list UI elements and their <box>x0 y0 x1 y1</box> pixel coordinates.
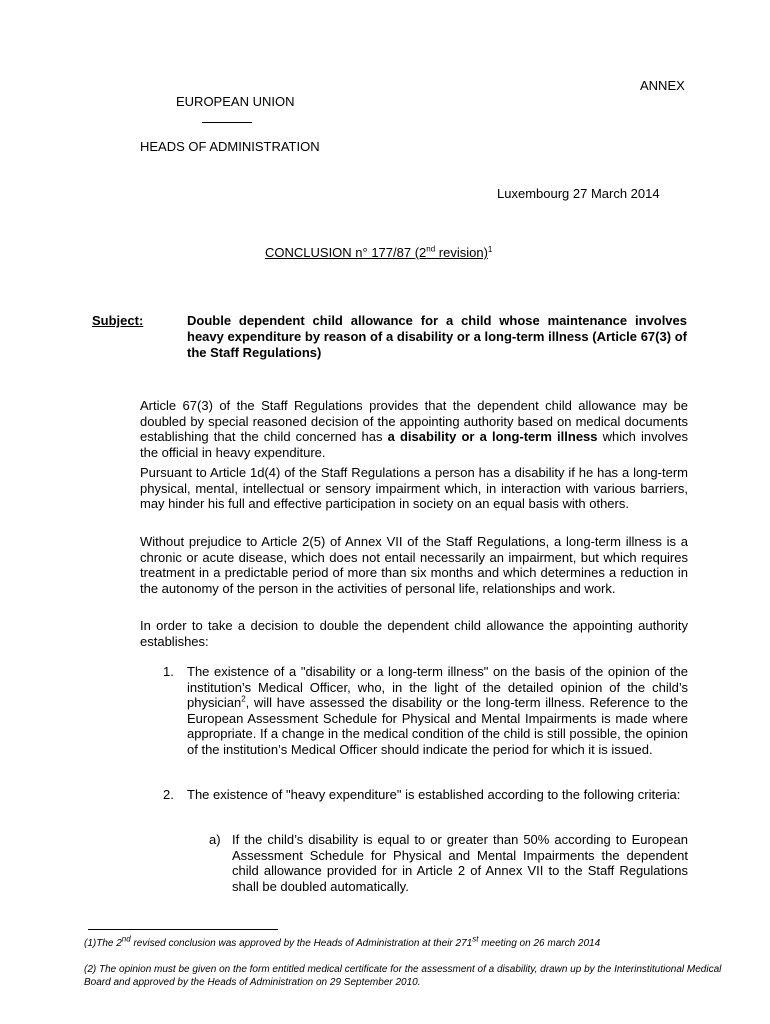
conclusion-title: CONCLUSION n° 177/87 (2nd revision)$^1$ <box>265 244 493 260</box>
conclusion-prefix: CONCLUSION n° 177/87 (2 <box>265 245 427 260</box>
subject-label-text: Subject <box>92 313 139 328</box>
list-item-2-number: 2. <box>163 787 174 802</box>
list-item-1 <box>187 664 688 757</box>
paragraph-2: Pursuant to Article 1d(4) of the Staff Regulations a person has a disability if he has a long-term physical, mental, intellectual or sensory impairment which, in interaction with various barriers, may hinder his full and effective participation in society on an equal basis with others. <box>140 465 688 511</box>
footnote-2: (2) The opinion must be given on the form entitled medical certificate for the assessment of a disability, drawn up by the Interinstitutional Medical Board and approved by the Heads of Administration on 29 September 2010. <box>84 964 722 988</box>
paragraph-1-text-c: which involves the official in heavy expenditure. <box>140 429 688 460</box>
header-divider <box>202 122 252 123</box>
annex-label: ANNEX <box>640 78 685 93</box>
subject-label <box>92 313 143 328</box>
sub-item-a-label: a) <box>209 832 221 847</box>
list-item-2: The existence of "heavy expenditure" is established according to the following criteria: <box>187 787 681 802</box>
list-item-1-text-a: The existence of a "disability or a long-term illness" on the basis of the opinion of the institution’s Medical Officer, who, in the light of the detailed opinion of the child’s physician <box>187 664 688 710</box>
conclusion-ordinal: nd <box>426 244 436 254</box>
footnote-ref-2: 2 <box>241 694 246 704</box>
subject-text: Double dependent child allowance for a child whose maintenance involves heavy expenditure by reason of a disability or a long-term illness (Article 67(3) of the Staff Regulations) <box>187 313 687 360</box>
conclusion-suffix: revision) <box>435 245 488 260</box>
paragraph-1-emphasis: a disability or a long-term illness <box>387 429 598 444</box>
footnote-1 <box>84 934 724 950</box>
list-item-1-text-b: , will have assessed the disability or the long-term illness. Reference to the European Assessment Schedule for Physical and Mental Impairments is made where appropriate. If a change in the medical condition of the child is still possible, the opinion of the institution’s Medical Officer should indicate the period for which it is issued. <box>187 695 688 757</box>
footnote-1-text-c: meeting on 26 march 2014 <box>478 938 601 949</box>
list-item-1-number: 1. <box>163 664 174 679</box>
sub-item-a: If the child’s disability is equal to or greater than 50% according to European Assessment Schedule for Physical and Mental Impairments the dependent child allowance provided for in Article 2 of Annex VII to the Staff Regulations shall be doubled automatically. <box>232 832 688 894</box>
organization-name: EUROPEAN UNION <box>176 94 295 109</box>
footnote-1-sup-b: st <box>472 934 479 944</box>
paragraph-3: Without prejudice to Article 2(5) of Annex VII of the Staff Regulations, a long-term illness is a chronic or acute disease, which does not entail necessarily an impairment, but which requires treatment in a predictable period of more than six months and which determines a reduction in the autonomy of the person in the activities of personal life, relationships and work. <box>140 534 688 596</box>
footnote-1-sup-a: nd <box>121 934 131 944</box>
footnote-divider <box>88 929 278 930</box>
heads-of-administration: HEADS OF ADMINISTRATION <box>140 139 320 154</box>
subject-colon: : <box>138 313 144 328</box>
footnote-1-text-b: revised conclusion was approved by the Heads of Administration at their 271 <box>130 938 473 949</box>
paragraph-4: In order to take a decision to double the dependent child allowance the appointing authority establishes: <box>140 618 688 649</box>
paragraph-1 <box>140 398 688 460</box>
paragraph-1-text-a: Article 67(3) of the Staff Regulations provides that the dependent child allowance may be doubled by special reasoned decision of the appointing authority based on medical documents establishing that the child concerned has <box>140 398 688 444</box>
document-date: Luxembourg 27 March 2014 <box>497 186 660 201</box>
footnote-1-text-a: (1)The 2 <box>84 938 122 949</box>
